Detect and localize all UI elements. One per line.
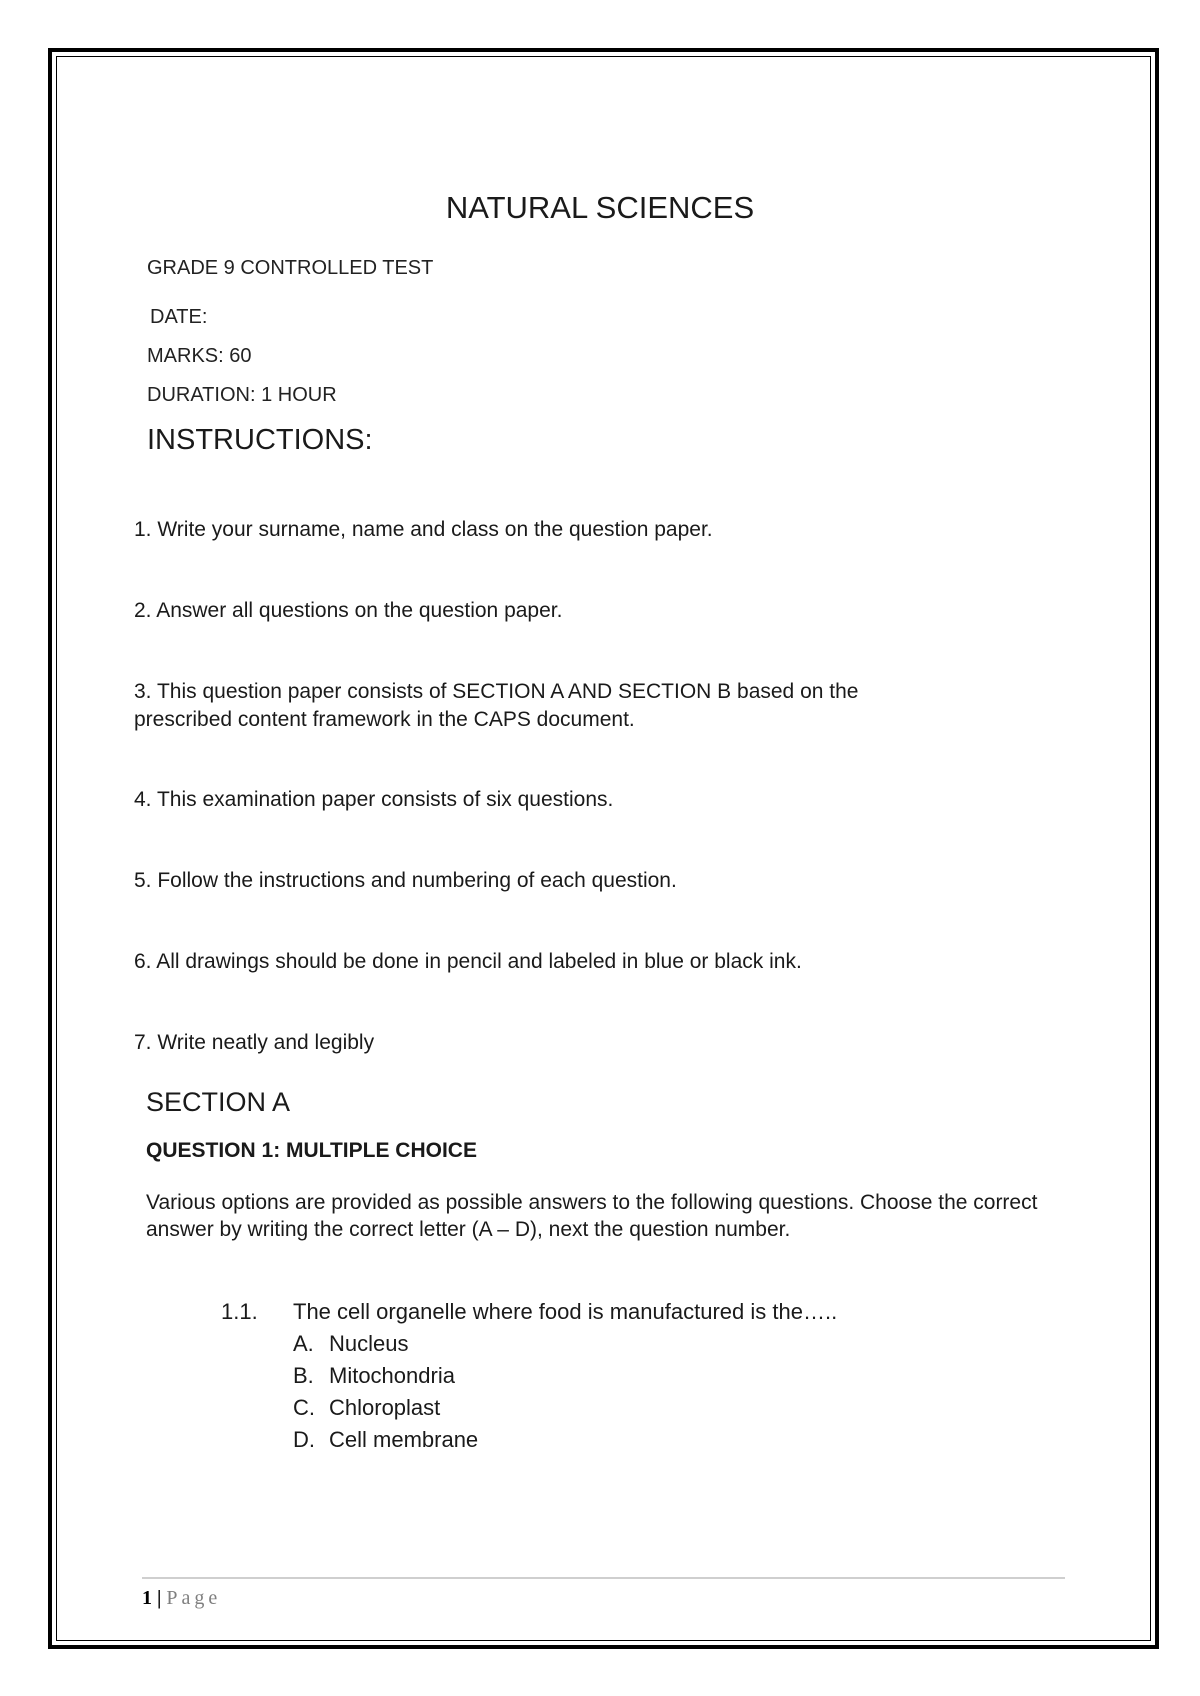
page-number: 1 bbox=[142, 1587, 152, 1609]
option-d bbox=[293, 1427, 478, 1453]
marks-label: MARKS: 60 bbox=[147, 345, 252, 367]
page-separator: | bbox=[157, 1587, 162, 1609]
instruction-item: 4. This examination paper consists of six questions. bbox=[134, 788, 614, 811]
option-letter: A. bbox=[293, 1331, 314, 1356]
question-intro: Various options are provided as possible answers to the following questions. Choose the correct answer by writing the correct letter (A – D), next the question number. bbox=[146, 1191, 1038, 1241]
question-number: 1.1. bbox=[221, 1299, 258, 1324]
duration-label: DURATION: 1 HOUR bbox=[147, 384, 337, 406]
document-title: NATURAL SCIENCES bbox=[445, 190, 755, 225]
instructions-heading: INSTRUCTIONS: bbox=[147, 424, 373, 456]
option-text: Nucleus bbox=[329, 1331, 409, 1356]
instruction-item: 2. Answer all questions on the question paper. bbox=[134, 599, 563, 622]
section-heading: SECTION A bbox=[146, 1087, 291, 1117]
instruction-item: 7. Write neatly and legibly bbox=[134, 1031, 375, 1054]
question-heading: QUESTION 1: MULTIPLE CHOICE bbox=[146, 1139, 477, 1162]
option-b bbox=[293, 1363, 455, 1389]
question-text: The cell organelle where food is manufactured is the….. bbox=[293, 1299, 838, 1324]
option-text: Cell membrane bbox=[329, 1427, 479, 1452]
footer-divider bbox=[142, 1577, 1065, 1579]
page-footer bbox=[142, 1587, 221, 1610]
date-label: DATE: bbox=[150, 306, 208, 328]
instruction-item: 6. All drawings should be done in pencil and labeled in blue or black ink. bbox=[134, 950, 802, 973]
option-text: Chloroplast bbox=[329, 1395, 441, 1420]
option-c bbox=[293, 1395, 440, 1421]
option-letter: B. bbox=[293, 1363, 314, 1388]
option-a bbox=[293, 1331, 408, 1357]
option-letter: C. bbox=[293, 1395, 315, 1420]
option-letter: D. bbox=[293, 1427, 315, 1452]
instruction-item: 3. This question paper consists of SECTION A AND SECTION B based on the prescribed content framework in the CAPS document. bbox=[134, 680, 859, 731]
instruction-item: 1. Write your surname, name and class on the question paper. bbox=[134, 518, 713, 541]
page-border-inner bbox=[56, 56, 1151, 1641]
option-text: Mitochondria bbox=[329, 1363, 455, 1388]
grade-line: GRADE 9 CONTROLLED TEST bbox=[147, 257, 434, 279]
instruction-item: 5. Follow the instructions and numbering of each question. bbox=[134, 869, 677, 892]
page-word: Page bbox=[166, 1587, 222, 1609]
